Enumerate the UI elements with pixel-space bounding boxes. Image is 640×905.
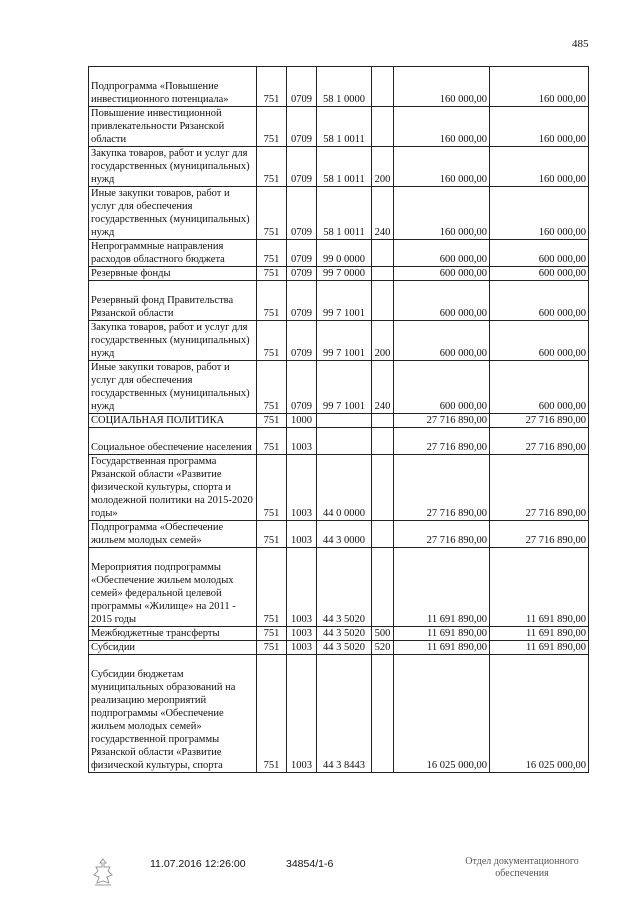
row-gr: 751 (257, 321, 287, 361)
row-cs: 99 7 1001 (317, 321, 372, 361)
row-rz: 1000 (287, 414, 317, 428)
row-rz: 0709 (287, 67, 317, 107)
row-sum-2: 11 691 890,00 (490, 627, 589, 641)
row-gr: 751 (257, 455, 287, 521)
row-vr (372, 240, 394, 267)
row-sum-2: 160 000,00 (490, 147, 589, 187)
row-sum-1: 600 000,00 (394, 361, 490, 414)
emblem-icon (92, 857, 114, 887)
department-stamp (447, 856, 597, 880)
row-gr: 751 (257, 414, 287, 428)
row-sum-2: 27 716 890,00 (490, 414, 589, 428)
row-cs: 44 0 0000 (317, 455, 372, 521)
row-sum-1: 160 000,00 (394, 67, 490, 107)
row-vr: 200 (372, 147, 394, 187)
row-name: Повышение инвестиционной привлекательности Рязанской области (89, 107, 257, 147)
row-cs: 44 3 0000 (317, 521, 372, 548)
row-sum-1: 11 691 890,00 (394, 641, 490, 655)
row-rz: 1003 (287, 521, 317, 548)
row-sum-2: 600 000,00 (490, 240, 589, 267)
row-rz: 1003 (287, 641, 317, 655)
row-cs: 58 1 0011 (317, 147, 372, 187)
row-sum-1: 600 000,00 (394, 321, 490, 361)
table-row (89, 240, 589, 267)
table-row (89, 455, 589, 521)
row-name: Государственная программа Рязанской области «Развитие физической культуры, спорта и молодежной политики на 2015-2020 годы» (89, 455, 257, 521)
row-vr: 200 (372, 321, 394, 361)
row-sum-2: 27 716 890,00 (490, 521, 589, 548)
row-sum-1: 600 000,00 (394, 281, 490, 321)
table-row (89, 187, 589, 240)
row-name: Социальное обеспечение населения (89, 428, 257, 455)
row-rz: 0709 (287, 107, 317, 147)
row-sum-2: 27 716 890,00 (490, 428, 589, 455)
row-sum-1: 11 691 890,00 (394, 548, 490, 627)
row-rz: 0709 (287, 240, 317, 267)
row-sum-1: 27 716 890,00 (394, 455, 490, 521)
row-gr: 751 (257, 281, 287, 321)
row-vr (372, 107, 394, 147)
row-cs (317, 428, 372, 455)
row-sum-2: 11 691 890,00 (490, 641, 589, 655)
table-row (89, 267, 589, 281)
row-cs: 44 3 5020 (317, 627, 372, 641)
row-rz: 1003 (287, 627, 317, 641)
row-gr: 751 (257, 267, 287, 281)
row-cs (317, 414, 372, 428)
row-sum-2: 160 000,00 (490, 67, 589, 107)
row-sum-1: 600 000,00 (394, 240, 490, 267)
row-sum-1: 27 716 890,00 (394, 521, 490, 548)
row-sum-2: 600 000,00 (490, 281, 589, 321)
row-vr (372, 428, 394, 455)
row-gr: 751 (257, 107, 287, 147)
table-row (89, 414, 589, 428)
row-name: Закупка товаров, работ и услуг для государственных (муниципальных) нужд (89, 321, 257, 361)
stamp-line-1: Отдел документационного (465, 856, 579, 867)
row-name: Субсидии (89, 641, 257, 655)
table-row (89, 361, 589, 414)
row-rz: 1003 (287, 655, 317, 773)
table-row (89, 627, 589, 641)
page-number: 485 (572, 38, 589, 50)
budget-table (88, 66, 589, 773)
row-cs: 58 1 0000 (317, 67, 372, 107)
row-sum-1: 27 716 890,00 (394, 414, 490, 428)
row-name: Закупка товаров, работ и услуг для государственных (муниципальных) нужд (89, 147, 257, 187)
table-row (89, 641, 589, 655)
row-gr: 751 (257, 548, 287, 627)
row-cs: 99 7 1001 (317, 281, 372, 321)
row-sum-2: 160 000,00 (490, 107, 589, 147)
row-vr (372, 281, 394, 321)
table-row (89, 147, 589, 187)
row-gr: 751 (257, 361, 287, 414)
table-row (89, 67, 589, 107)
row-rz: 1003 (287, 428, 317, 455)
row-name: Межбюджетные трансферты (89, 627, 257, 641)
row-rz: 0709 (287, 147, 317, 187)
row-cs: 44 3 5020 (317, 548, 372, 627)
row-cs: 99 7 0000 (317, 267, 372, 281)
row-sum-2: 16 025 000,00 (490, 655, 589, 773)
row-vr (372, 548, 394, 627)
row-vr (372, 414, 394, 428)
row-sum-1: 16 025 000,00 (394, 655, 490, 773)
row-vr: 520 (372, 641, 394, 655)
row-name: Мероприятия подпрограммы «Обеспечение жильем молодых семей» федеральной целевой программы «Жилище» на 2011 - 2015 годы (89, 548, 257, 627)
row-name: Подпрограмма «Обеспечение жильем молодых семей» (89, 521, 257, 548)
row-gr: 751 (257, 655, 287, 773)
row-sum-2: 160 000,00 (490, 187, 589, 240)
row-cs: 58 1 0011 (317, 187, 372, 240)
row-rz: 0709 (287, 267, 317, 281)
table-row (89, 521, 589, 548)
row-cs: 44 3 5020 (317, 641, 372, 655)
row-cs: 44 3 8443 (317, 655, 372, 773)
row-name: Непрограммные направления расходов областного бюджета (89, 240, 257, 267)
row-cs: 58 1 0011 (317, 107, 372, 147)
row-sum-2: 600 000,00 (490, 361, 589, 414)
row-vr (372, 455, 394, 521)
row-gr: 751 (257, 521, 287, 548)
row-name: Резервный фонд Правительства Рязанской области (89, 281, 257, 321)
row-name: Иные закупки товаров, работ и услуг для обеспечения государственных (муниципальных) нужд (89, 361, 257, 414)
row-gr: 751 (257, 240, 287, 267)
row-name: Иные закупки товаров, работ и услуг для обеспечения государственных (муниципальных) нужд (89, 187, 257, 240)
row-cs: 99 7 1001 (317, 361, 372, 414)
row-vr (372, 267, 394, 281)
row-name: Субсидии бюджетам муниципальных образований на реализацию мероприятий подпрограммы «Обеспечение жильем молодых семей» государственной программы Рязанской области «Развитие физической культуры, спорта (89, 655, 257, 773)
row-sum-2: 27 716 890,00 (490, 455, 589, 521)
row-sum-1: 160 000,00 (394, 147, 490, 187)
row-vr (372, 655, 394, 773)
row-sum-1: 600 000,00 (394, 267, 490, 281)
footer-datetime: 11.07.2016 12:26:00 (150, 858, 246, 870)
row-vr (372, 521, 394, 548)
footer-doc-number: 34854/1-6 (286, 858, 334, 870)
row-vr: 240 (372, 187, 394, 240)
table-row (89, 428, 589, 455)
row-rz: 0709 (287, 361, 317, 414)
row-vr: 240 (372, 361, 394, 414)
row-gr: 751 (257, 641, 287, 655)
row-vr (372, 67, 394, 107)
row-vr: 500 (372, 627, 394, 641)
table-row (89, 548, 589, 627)
row-name: Резервные фонды (89, 267, 257, 281)
row-rz: 0709 (287, 281, 317, 321)
row-gr: 751 (257, 67, 287, 107)
table-row (89, 107, 589, 147)
table-row (89, 655, 589, 773)
row-sum-2: 11 691 890,00 (490, 548, 589, 627)
row-sum-1: 11 691 890,00 (394, 627, 490, 641)
row-sum-2: 600 000,00 (490, 321, 589, 361)
row-gr: 751 (257, 187, 287, 240)
row-rz: 0709 (287, 321, 317, 361)
table-row (89, 321, 589, 361)
row-gr: 751 (257, 428, 287, 455)
row-sum-1: 160 000,00 (394, 107, 490, 147)
row-sum-2: 600 000,00 (490, 267, 589, 281)
row-name: Подпрограмма «Повышение инвестиционного потенциала» (89, 67, 257, 107)
row-cs: 99 0 0000 (317, 240, 372, 267)
row-gr: 751 (257, 627, 287, 641)
table-row (89, 281, 589, 321)
row-rz: 1003 (287, 548, 317, 627)
row-gr: 751 (257, 147, 287, 187)
row-sum-1: 27 716 890,00 (394, 428, 490, 455)
row-sum-1: 160 000,00 (394, 187, 490, 240)
stamp-line-2: обеспечения (495, 868, 549, 879)
row-name: СОЦИАЛЬНАЯ ПОЛИТИКА (89, 414, 257, 428)
row-rz: 0709 (287, 187, 317, 240)
row-rz: 1003 (287, 455, 317, 521)
